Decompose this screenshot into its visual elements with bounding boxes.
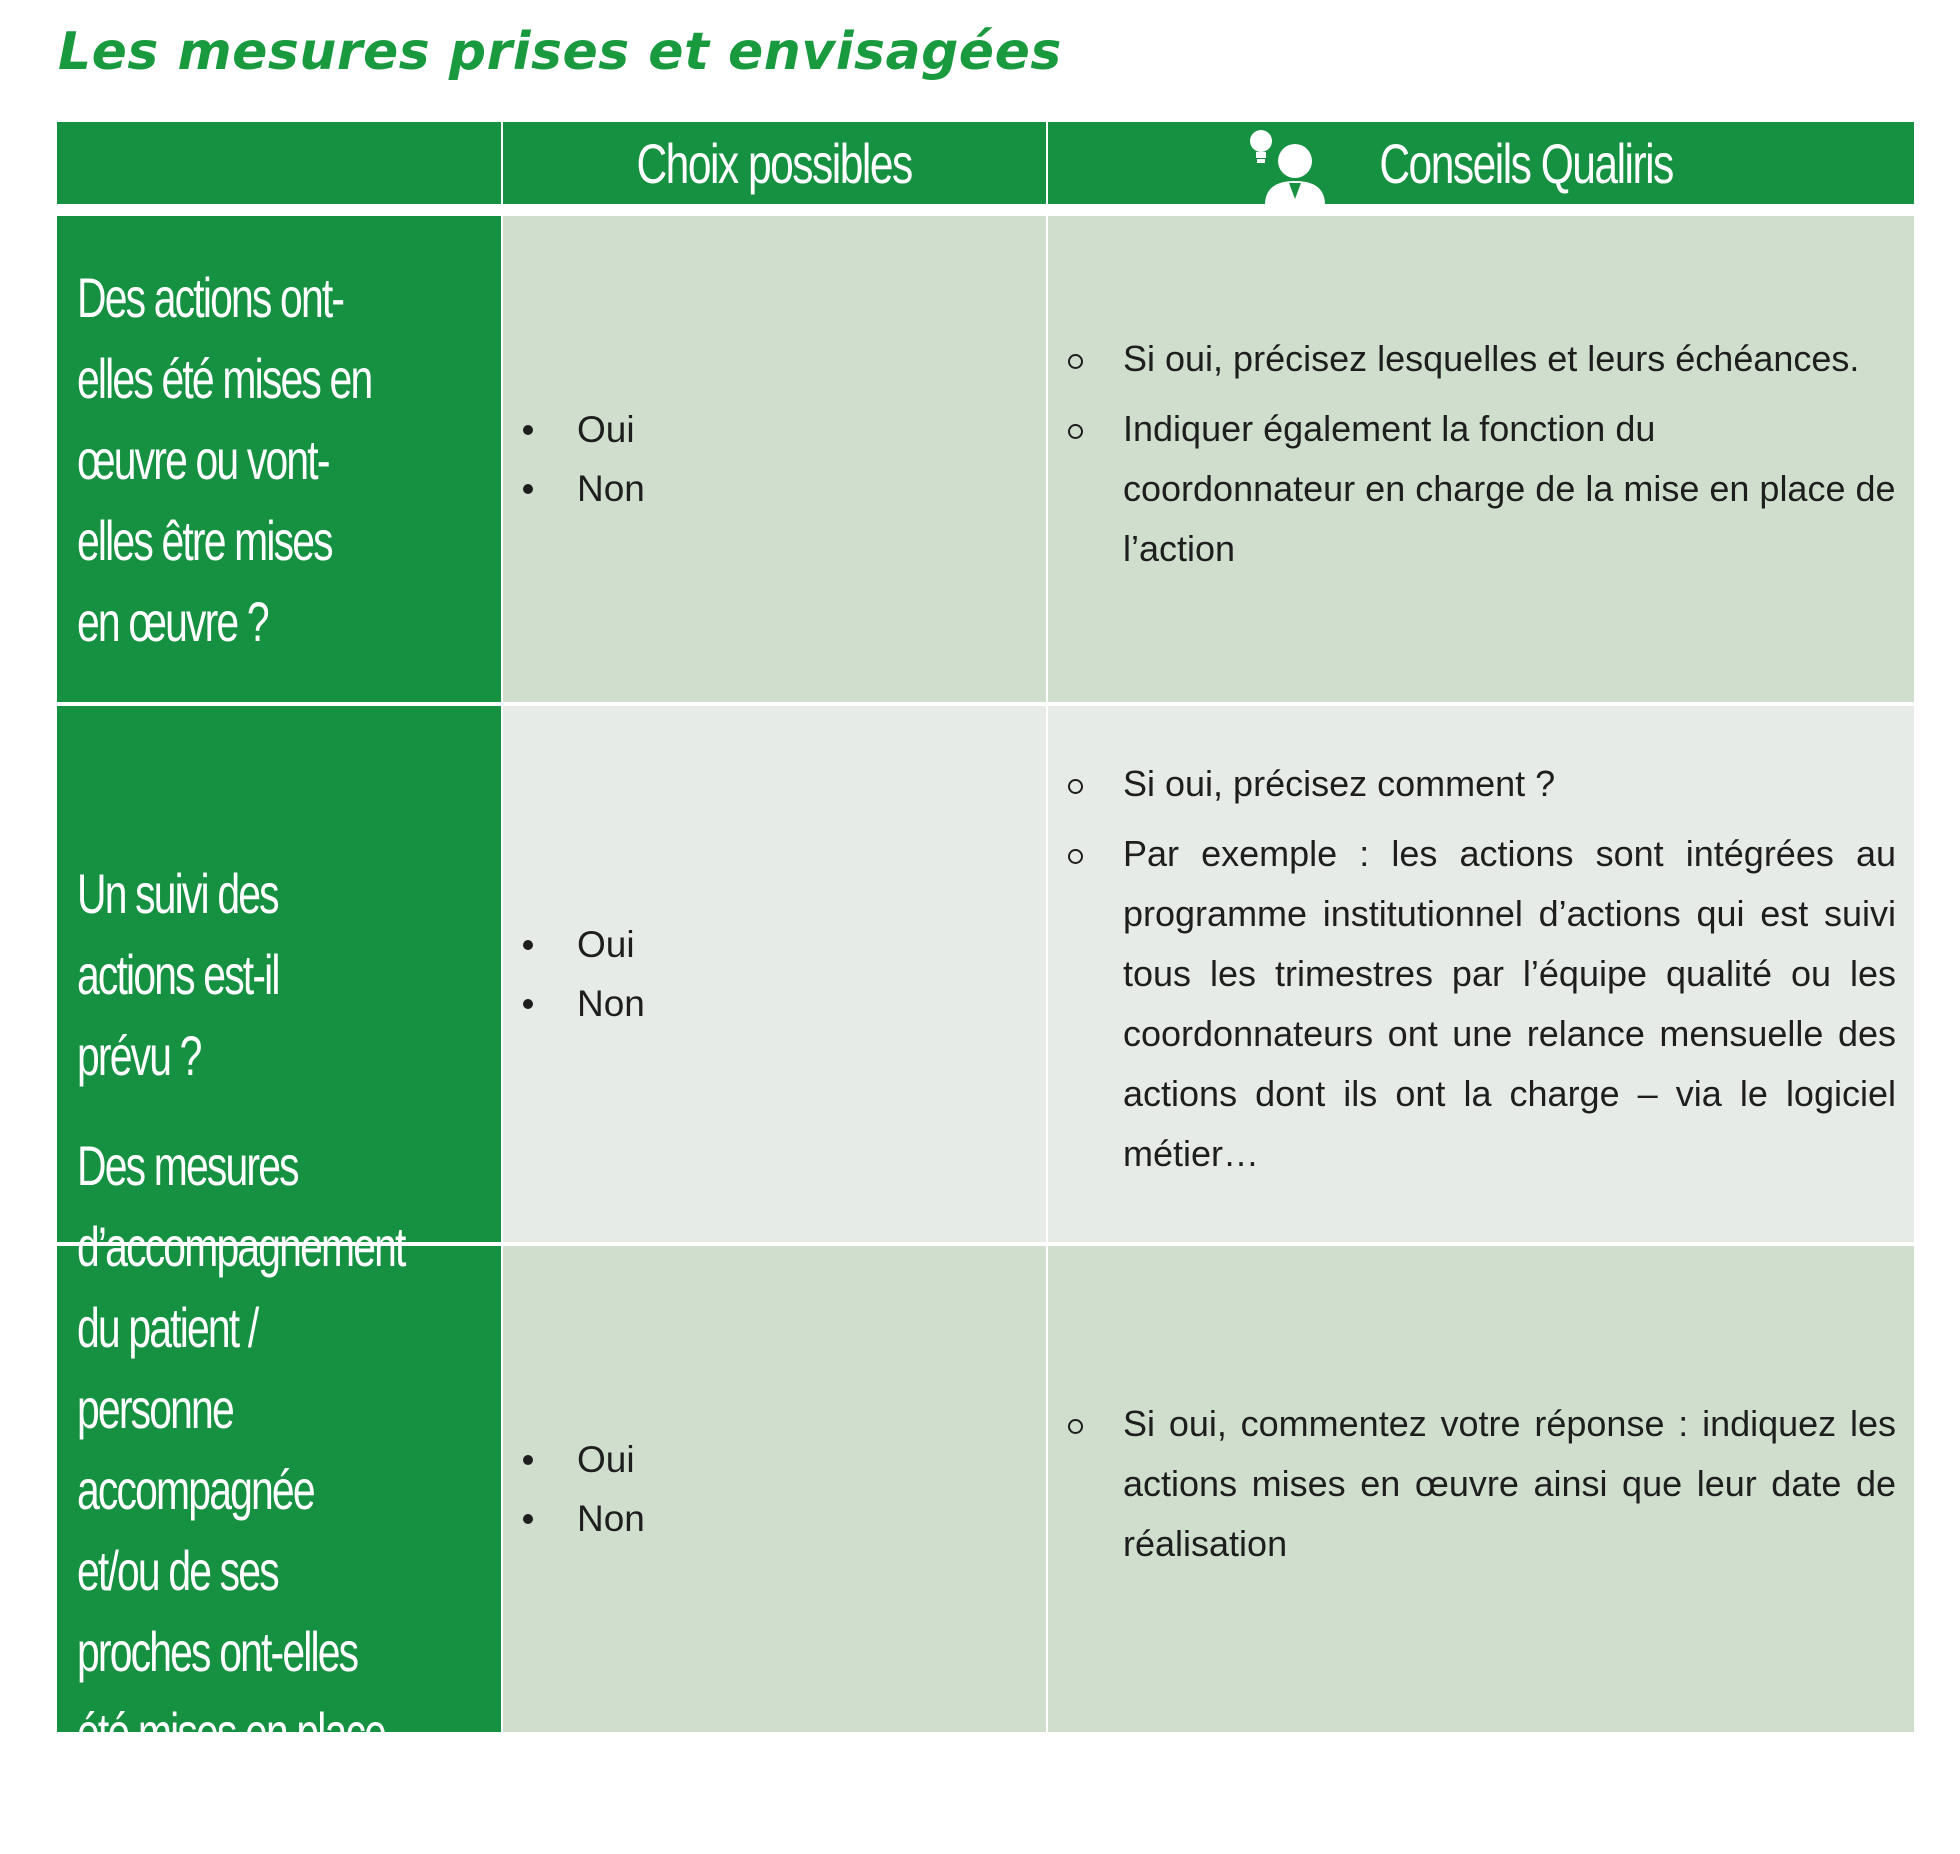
advice-cell	[1048, 706, 1914, 1246]
choice-label: Non	[577, 983, 645, 1024]
header-empty-cell	[57, 122, 501, 216]
circle-bullet-icon	[1068, 354, 1083, 369]
question-cell	[57, 1133, 501, 1845]
choices-cell	[503, 216, 1046, 706]
choice-item	[523, 1489, 645, 1548]
choice-item	[523, 915, 645, 974]
choices-list	[503, 915, 645, 1033]
question-cell	[57, 216, 501, 706]
advisor-lightbulb-icon	[1243, 121, 1327, 205]
advice-item	[1068, 1394, 1896, 1574]
choice-item	[523, 1430, 645, 1489]
question-text: Des mesures d’accompagnement du patient / personne accompagnée et/ou de ses proches ont-elles été mises en place ?	[77, 1133, 405, 1845]
header-choices-label: Choix possibles	[636, 131, 913, 195]
advice-text: Si oui, commentez votre réponse : indiquez les actions mises en œuvre ainsi que leur date de réalisation	[1123, 1403, 1896, 1564]
bullet-icon	[523, 484, 533, 494]
advice-item	[1068, 329, 1896, 389]
bullet-icon	[523, 1455, 533, 1465]
question-text: Un suivi des actions est-il prévu ?	[77, 861, 279, 1087]
advice-list	[1048, 1394, 1914, 1584]
advice-cell	[1048, 216, 1914, 706]
choices-cell	[503, 1246, 1046, 1736]
choice-item	[523, 400, 645, 459]
choice-label: Oui	[577, 1439, 635, 1480]
choices-list	[503, 400, 645, 518]
bullet-icon	[523, 940, 533, 950]
choice-item	[523, 974, 645, 1033]
advice-item	[1068, 824, 1896, 1184]
choice-label: Non	[577, 1498, 645, 1539]
measures-table	[57, 122, 1914, 1845]
advice-item	[1068, 399, 1896, 579]
page-title: Les mesures prises et envisagées	[58, 22, 1062, 82]
circle-bullet-icon	[1068, 424, 1083, 439]
header-advice-cell	[1048, 122, 1914, 216]
advice-text: Par exemple : les actions sont intégrées au programme institutionnel d’actions qui est suivi tous les trimestres par l’équipe qualité ou les coordonnateurs ont une relance mensuelle des actions dont ils ont la charge – via le logiciel métier…	[1123, 833, 1896, 1174]
advice-text: Si oui, précisez lesquelles et leurs échéances.	[1123, 338, 1860, 379]
header-choices-cell	[503, 122, 1046, 216]
bullet-icon	[523, 999, 533, 1009]
question-text: Des actions ont-elles été mises en œuvre ou vont-elles être mises en œuvre ?	[77, 265, 372, 653]
advice-item	[1068, 754, 1896, 814]
circle-bullet-icon	[1068, 849, 1083, 864]
choice-label: Oui	[577, 924, 635, 965]
advice-text: Si oui, précisez comment ?	[1123, 763, 1556, 804]
advice-text: Indiquer également la fonction du coordonnateur en charge de la mise en place de l’action	[1123, 408, 1896, 569]
bullet-icon	[523, 425, 533, 435]
advice-list	[1048, 754, 1914, 1194]
choice-label: Oui	[577, 409, 635, 450]
advice-cell	[1048, 1246, 1914, 1736]
circle-bullet-icon	[1068, 779, 1083, 794]
choices-list	[503, 1430, 645, 1548]
bullet-icon	[523, 1514, 533, 1524]
advice-list	[1048, 329, 1914, 589]
header-advice-label: Conseils Qualiris	[1379, 131, 1673, 195]
choices-cell	[503, 706, 1046, 1246]
choice-label: Non	[577, 468, 645, 509]
circle-bullet-icon	[1068, 1419, 1083, 1434]
choice-item	[523, 459, 645, 518]
